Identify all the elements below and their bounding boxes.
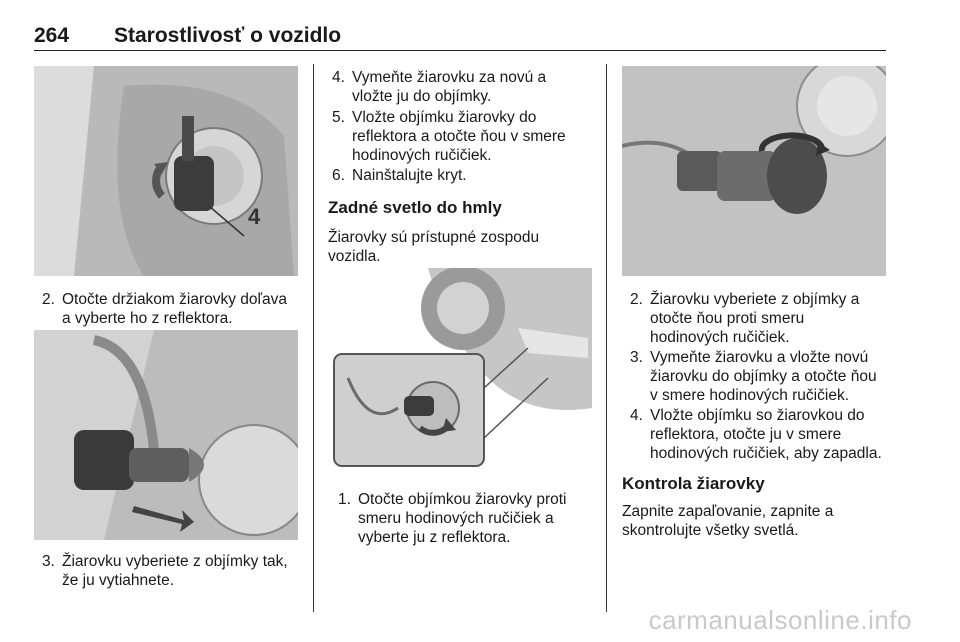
step-text: Vložte objímku so žiarovkou do reflektora, otočte ju v smere hodinových ručičiek, aby zapadla.: [650, 407, 882, 462]
step-number: 5.: [332, 109, 345, 126]
step-number: 4.: [332, 69, 345, 86]
rear-fog-intro: Žiarovky sú prístupné zospodu vozidla.: [328, 229, 540, 265]
step-text: Otočte objímkou žiarovky proti smeru hodinových ručičiek a vyberte ju z reflektora.: [358, 491, 567, 546]
page-number: 264: [34, 24, 70, 47]
step-text: Vymeňte žiarovku a vložte novú žiarovku do objímky a otočte ňou v smere hodinových ručičiek.: [650, 349, 877, 404]
bulb-check-text: Zapnite zapaľovanie, zapnite a skontrolujte všetky svetlá.: [622, 503, 834, 539]
step-number: 2.: [630, 291, 643, 308]
section-title-bulb-check: Kontrola žiarovky: [622, 474, 765, 493]
step-number: 1.: [338, 491, 351, 508]
step-text: Vložte objímku žiarovky do reflektora a otočte ňou v smere hodinových ručičiek.: [352, 109, 566, 164]
step-number: 2.: [42, 291, 55, 308]
step-number: 6.: [332, 167, 345, 184]
step-text: Nainštalujte kryt.: [352, 167, 467, 184]
figure-bulb-removal: [34, 330, 298, 540]
section-title-rear-fog: Zadné svetlo do hmly: [328, 198, 502, 217]
figure-fog-bulb-socket: [622, 66, 886, 276]
figure-headlamp-holder: [34, 66, 298, 276]
step-text: Vymeňte žiarovku za novú a vložte ju do objímky.: [352, 69, 547, 105]
step-text: Žiarovku vyberiete z objímky tak, že ju vytiahnete.: [62, 553, 288, 589]
column-divider-1: [313, 64, 314, 612]
page-header: [34, 22, 886, 51]
step-number: 3.: [42, 553, 55, 570]
figure-callout-4: 4: [248, 204, 261, 229]
step-number: 4.: [630, 407, 643, 424]
figure-rear-fog-lamp: [328, 268, 592, 478]
column-divider-2: [606, 64, 607, 612]
chapter-title: Starostlivosť o vozidlo: [114, 24, 342, 47]
step-number: 3.: [630, 349, 643, 366]
watermark: carmanualsonline.info: [648, 605, 912, 635]
step-text: Žiarovku vyberiete z objímky a otočte ňou proti smeru hodinových ručičiek.: [650, 291, 860, 346]
step-text: Otočte držiakom žiarovky doľava a vyberte ho z reflektora.: [62, 291, 288, 327]
